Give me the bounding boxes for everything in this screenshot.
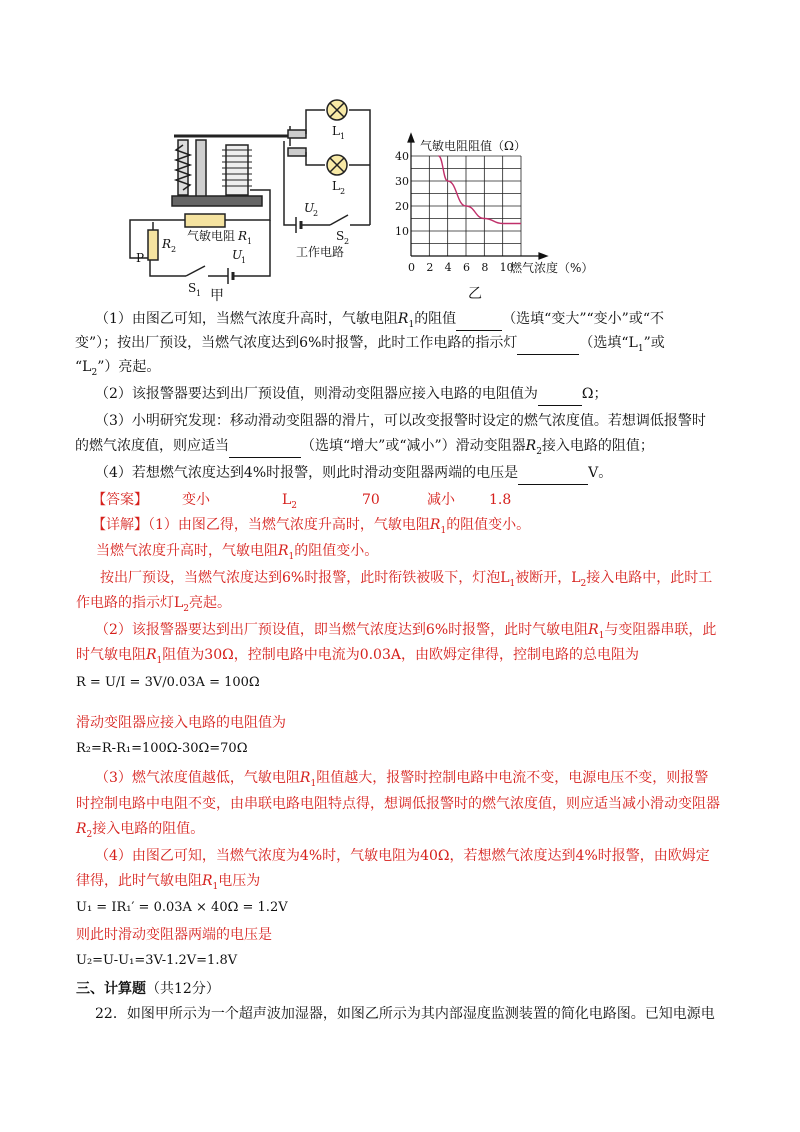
- label-l2: L: [332, 179, 340, 193]
- label-work-circuit: 工作电路: [296, 245, 345, 259]
- q3-line1: （3）小明研究发现：移动滑动变阻器的滑片，可以改变报警时设定的燃气浓度值。若想调低报警时: [95, 413, 706, 429]
- y-tick-label: 20: [395, 200, 409, 213]
- detail-l7a: （4）由图乙可知，当燃气浓度为4%时，气敏电阻为40Ω，若想燃气浓度达到4%时报警，由欧姆定: [95, 848, 710, 864]
- y-tick-label: 30: [395, 175, 409, 188]
- detail-l6a: （3）燃气浓度值越低，气敏电阻$R_1$阻值越大，报警时控制电路中电流不变，电源电压不变，则报警: [95, 770, 709, 789]
- detail-l7b: 律得，此时气敏电阻$R_1$电压为: [76, 873, 261, 892]
- section-heading: 三、计算题（共12分）: [76, 981, 220, 997]
- q2-line: （2）该报警器要达到出厂预设值，则滑动变阻器应接入电路的电阻值为 Ω；: [95, 383, 608, 406]
- q1-line1: （1）由图乙可知，当燃气浓度升高时，气敏电阻$R_1$的阻值 （选填“变大”“变小”或“不: [95, 308, 664, 336]
- equation-2: R₂=R-R₁=100Ω-30Ω=70Ω: [76, 741, 248, 756]
- svg-text:2: 2: [340, 187, 346, 196]
- equation-3: U₁ = IR₁′ = 0.03A × 40Ω = 1.2V: [76, 900, 288, 915]
- gas-resistance-chart: [0, 0, 800, 310]
- svg-text:1: 1: [340, 132, 346, 141]
- q1-line3: “$L_2$”）亮起。: [75, 359, 161, 378]
- q3-line2: 的燃气浓度值，则应适当 （选填“增大”或“减小”）滑动变阻器$R_2$接入电路的阻值；: [75, 435, 654, 463]
- label-u2: U: [304, 201, 315, 215]
- y-axis-arrow: [408, 134, 414, 142]
- caption-jia: 甲: [210, 288, 224, 304]
- svg-text:1: 1: [241, 256, 247, 265]
- label-r1: R: [238, 229, 248, 243]
- x-tick-label: 4: [444, 261, 452, 274]
- detail-l8: 则此时滑动变阻器两端的电压是: [76, 927, 272, 943]
- q22-text: 22．如图甲所示为一个超声波加湿器，如图乙所示为其内部湿度监测装置的简化电路图。已知电源电: [95, 1006, 715, 1022]
- detail-l3a: 按出厂预设，当燃气浓度达到6%时报警，此时衔铁被吸下，灯泡$L_1$被断开，$L_2$接入电路中，此时工: [100, 570, 713, 589]
- label-p: P: [136, 251, 145, 265]
- y-tick-label: 10: [395, 225, 409, 238]
- label-r2: R: [162, 237, 172, 251]
- detail-l3b: 作电路的指示灯$L_2$亮起。: [76, 595, 232, 614]
- blank-q1a[interactable]: [456, 308, 502, 331]
- detail-l6c: $R_2$接入电路的阻值。: [76, 821, 205, 840]
- label-s2: S: [336, 229, 345, 243]
- caption-yi: 乙: [468, 286, 482, 302]
- q1-line2: 变”）；按出厂预设，当燃气浓度达到6%时报警，此时工作电路的指示灯 （选填“$L_1$”或: [75, 332, 665, 360]
- label-r1-text: 气敏电阻: [187, 229, 236, 243]
- x-tick-label: 8: [481, 261, 489, 274]
- equation-4: U₂=U-U₁=3V-1.2V=1.8V: [76, 953, 238, 968]
- y-tick-label: 40: [395, 150, 409, 163]
- detail-l4b: 时气敏电阻$R_1$阻值为30Ω，控制电路中电流为0.03A，由欧姆定律得，控制电路的总电阻为: [76, 647, 639, 666]
- q4-line: （4）若想燃气浓度达到4%时报警，则此时滑动变阻器两端的电压是 V。: [95, 462, 612, 485]
- detail-l2: 当燃气浓度升高时，气敏电阻$R_1$的阻值变小。: [96, 543, 379, 562]
- x-tick-label: 10: [499, 261, 514, 274]
- svg-text:1: 1: [196, 289, 202, 298]
- blank-q1b[interactable]: [517, 332, 579, 355]
- answer-line: 【答案】 变小 $L_2$ 70 减小 1.8: [92, 492, 512, 511]
- label-s1: S: [188, 281, 197, 295]
- svg-text:1: 1: [247, 237, 253, 246]
- detail-l4a: （2）该报警器要达到出厂预设值，即当燃气浓度达到6%时报警，此时气敏电阻$R_1$与变阻器串联，此: [95, 622, 717, 641]
- chart-title: 气敏电阻阻值（Ω）: [420, 139, 526, 153]
- equation-1: R = U/I = 3V/0.03A = 100Ω: [76, 675, 260, 690]
- blank-q4[interactable]: [518, 462, 588, 485]
- label-u1: U: [232, 248, 243, 262]
- x-tick-label: 2: [426, 261, 434, 274]
- x-tick-label: 6: [463, 261, 470, 274]
- detail-l6b: 时控制电路中电阻不变，由串联电路电阻特点得，想调低报警时的燃气浓度值，则应适当减小滑动变阻器: [76, 796, 720, 812]
- blank-q3[interactable]: [229, 435, 301, 458]
- svg-text:2: 2: [313, 209, 319, 218]
- label-l1: L: [332, 124, 340, 138]
- x-axis-arrow: [539, 253, 547, 259]
- detail-l1: 【详解】（1）由图乙得，当燃气浓度升高时，气敏电阻$R_1$的阻值变小。: [92, 517, 531, 536]
- blank-q2[interactable]: [538, 383, 582, 406]
- chart-xlabel: 燃气浓度（%）: [510, 261, 594, 275]
- svg-text:2: 2: [344, 237, 350, 246]
- svg-text:2: 2: [171, 245, 177, 254]
- x-tick-label: 0: [408, 261, 415, 274]
- resistance-curve: [439, 156, 522, 224]
- detail-l5: 滑动变阻器应接入电路的电阻值为: [76, 715, 286, 731]
